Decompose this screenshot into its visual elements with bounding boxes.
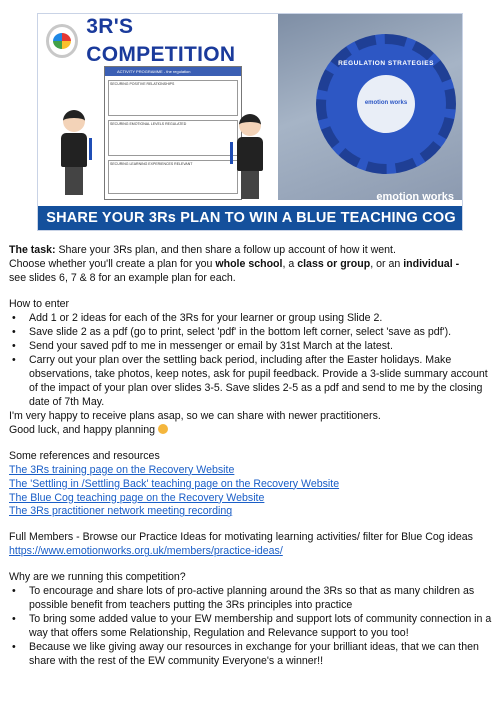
whole-school-text: whole school	[215, 257, 283, 270]
list-item: • Carry out your plan over the settling back period, including after the Easter holidays. Make observations, take photos, keep notes, ask for pupil feedback. Provide a 3-slide summary account of the impact of your plan over slides 3-5. Save slides 2-5 as a pdf and send to me by the closing date of 7th May.	[9, 354, 493, 410]
cog-label: REGULATION STRATEGIES	[338, 60, 434, 67]
mini-doc-box-relevant: SECURING LEARNING EXPERIENCES RELEVANT	[108, 160, 238, 194]
members-text: Full Members - Browse our Practice Ideas for motivating learning activities/ filter for Blue Cog ideas	[9, 531, 473, 544]
link-blue-cog[interactable]: The Blue Cog teaching page on the Recovery Website	[9, 491, 265, 504]
refs-heading: Some references and resources	[9, 449, 160, 462]
banner-strip	[38, 206, 463, 231]
task-line2-text: Choose whether you'll create a plan for you	[9, 257, 216, 270]
mini-doc-box-regulated: SECURING EMOTIONAL LEVELS REGULATED	[108, 120, 238, 156]
boy-illustration-icon	[236, 114, 264, 202]
girl-illustration-icon	[60, 110, 88, 198]
why-heading: Why are we running this competition?	[9, 571, 186, 584]
brand-logo: emotion works	[376, 191, 454, 203]
list-item: • To bring some added value to your EW membership and support lots of community connection in a way that offers some Relationship, Regulation and Relevance support to you too!	[9, 613, 493, 641]
link-network-recording[interactable]: The 3Rs practitioner network meeting recording	[9, 505, 233, 518]
closing-line-2	[9, 424, 493, 438]
closing-line-1: I'm very happy to receive plans asap, so we can share with newer practitioners.	[9, 409, 381, 422]
main-content	[9, 244, 493, 669]
task-line2-sep1: , a	[282, 257, 298, 270]
banner-title: 3R'S COMPETITION	[86, 15, 236, 66]
list-item: • Save slide 2 as a pdf (go to print, select 'pdf' in the bottom left corner, select 'save as pdf').	[9, 326, 493, 340]
how-heading: How to enter	[9, 297, 70, 310]
hero-banner	[37, 13, 463, 231]
task-choice-line	[9, 258, 493, 272]
blue-cog-icon	[316, 34, 456, 174]
cog-center: emotion works	[357, 75, 415, 133]
list-item: • Add 1 or 2 ideas for each of the 3Rs for your learner or group using Slide 2.	[9, 312, 493, 326]
individual-text: individual -	[403, 257, 460, 270]
smiley-emoji-icon	[158, 424, 168, 434]
mini-doc-header: ACTIVITY PROGRAMME - the regulation	[105, 67, 241, 76]
class-group-text: class or group	[297, 257, 371, 270]
banner-title-row	[46, 15, 276, 66]
good-luck-text: Good luck, and happy planning	[9, 423, 156, 436]
task-heading: The task:	[9, 244, 56, 256]
task-line3: see slides 6, 7 & 8 for an example plan for each.	[9, 271, 236, 284]
banner-left-panel	[38, 14, 278, 200]
link-practice-ideas[interactable]: https://www.emotionworks.org.uk/members/practice-ideas/	[9, 545, 283, 558]
list-item: • Send your saved pdf to me in messenger or email by 31st March at the latest.	[9, 340, 493, 354]
how-list	[9, 312, 493, 410]
task-paragraph	[9, 244, 493, 258]
task-line2-sep2: , or an	[370, 257, 404, 270]
list-item: • Because we like giving away our resources in exchange for your brilliant ideas, that we can then share with the rest of the EW community Everyone's a winner!!	[9, 641, 493, 669]
list-item: • To encourage and share lots of pro-active planning around the 3Rs so that as many children as possible benefit from teachers putting the 3Rs principles into practice	[9, 585, 493, 613]
banner-strip-text: SHARE YOUR 3Rs PLAN TO WIN A BLUE TEACHING COG	[46, 210, 456, 227]
mini-doc-box-relationships: SECURING POSITIVE RELATIONSHIPS	[108, 80, 238, 116]
emotion-works-logo-icon	[46, 24, 78, 58]
link-3rs-training[interactable]: The 3Rs training page on the Recovery Website	[9, 463, 235, 476]
activity-programme-thumbnail	[104, 66, 242, 200]
task-line1: Share your 3Rs plan, and then share a follow up account of how it went.	[55, 244, 396, 256]
why-list	[9, 585, 493, 669]
link-settling-back[interactable]: The 'Settling in /Settling Back' teaching page on the Recovery Website	[9, 477, 340, 490]
